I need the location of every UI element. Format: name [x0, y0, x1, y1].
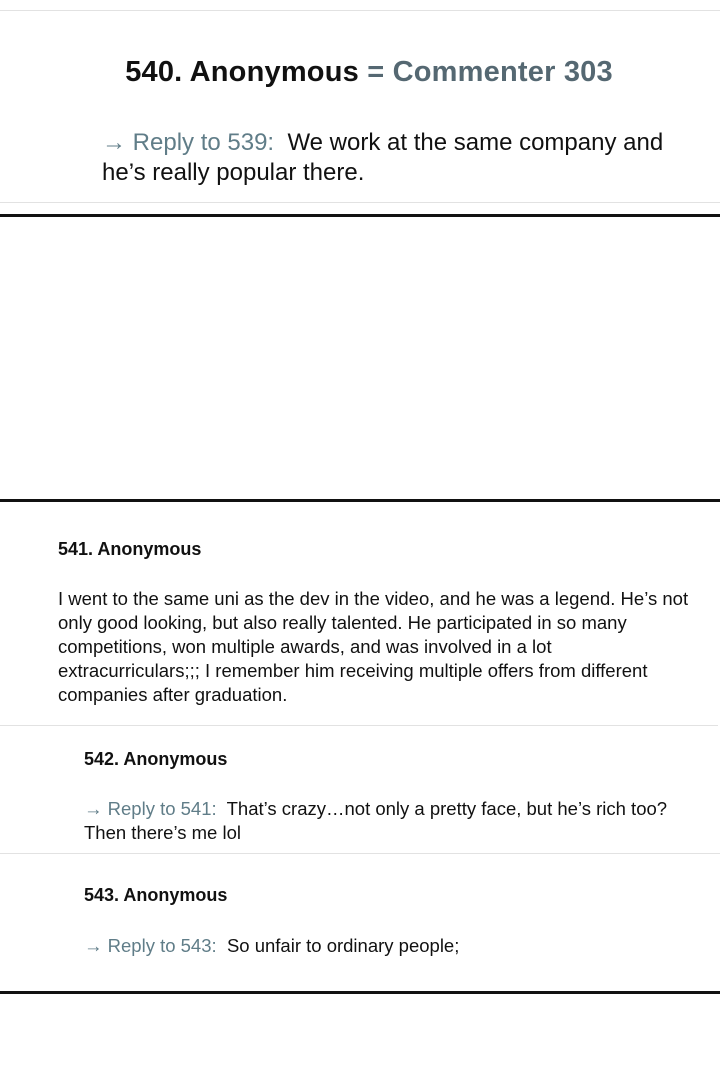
top-divider — [0, 10, 720, 11]
panel-border — [0, 991, 720, 994]
post-540-title — [0, 56, 720, 89]
reply-link-543[interactable]: → Reply to 543: — [84, 935, 217, 956]
comment-divider — [0, 853, 720, 854]
comment-543-text: So unfair to ordinary people; — [226, 935, 460, 956]
comment-542-header: 542. Anonymous — [84, 749, 228, 769]
post-540-author: 540. Anonymous — [125, 56, 359, 88]
commenter-id: = Commenter 303 — [367, 56, 613, 88]
comment-542-body — [84, 797, 694, 845]
comment-541-text: I went to the same uni as the dev in the video, and he was a legend. He’s not only good looking, but also really talented. He participated in so many competitions, won multiple awards, and was involved in a lot extracurriculars;;; I remember him receiving multiple offers from different companies after graduation. — [58, 588, 689, 705]
reply-link-541[interactable]: → Reply to 541: — [84, 798, 217, 819]
comment-divider — [0, 725, 718, 726]
comment-542-text: That’s crazy…not only a pretty face, but he’s rich too? Then there’s me lol — [84, 798, 668, 843]
comment-541-header: 541. Anonymous — [58, 539, 202, 559]
panel-border — [0, 214, 720, 217]
post-540-divider — [0, 202, 720, 203]
post-540-text: We work at the same company and he’s really popular there. — [102, 129, 664, 186]
post-540-body — [102, 128, 702, 188]
reply-link-539[interactable]: → Reply to 539: — [102, 129, 275, 156]
comment-543-body — [84, 934, 694, 958]
panel-border — [0, 499, 720, 502]
comment-543-header: 543. Anonymous — [84, 885, 228, 905]
